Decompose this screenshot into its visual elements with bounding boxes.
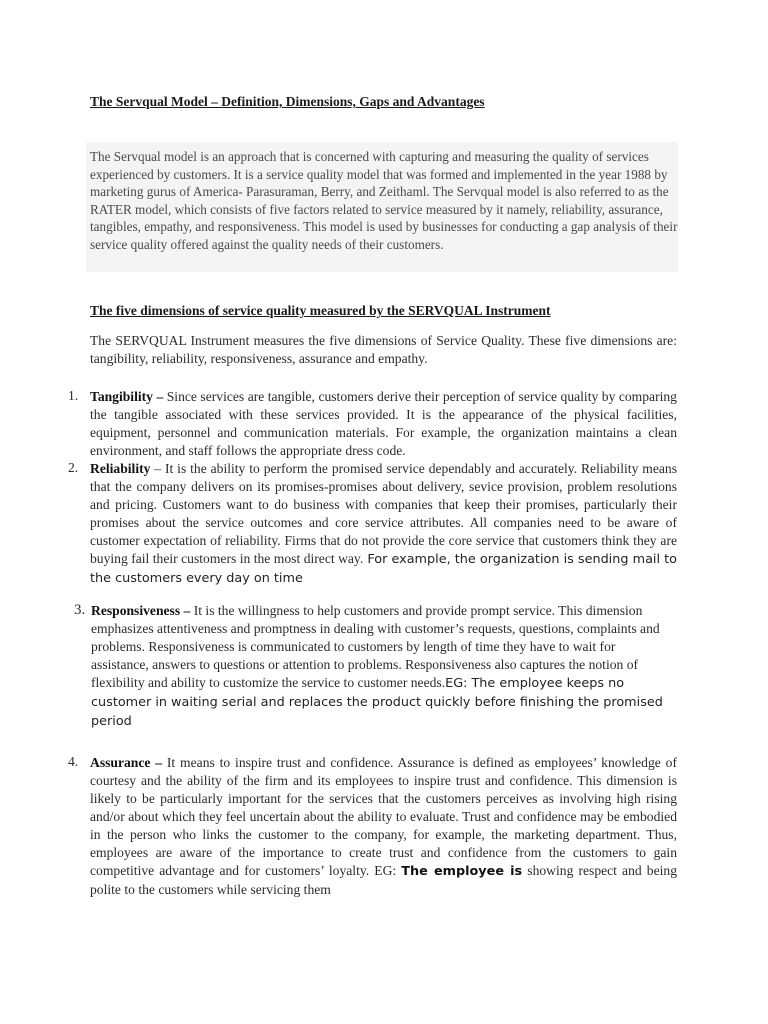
section-intro-paragraph: The SERVQUAL Instrument measures the five dimensions of Service Quality. These five dimensions are: tangibility, reliability, responsiveness, assurance and empathy. (90, 333, 677, 366)
item-number: 3. (74, 602, 86, 618)
section-heading: The five dimensions of service quality measured by the SERVQUAL Instrument (90, 303, 551, 318)
item-example: For example, the organization is sending mail to the customers every day on time (90, 552, 677, 586)
item-number: 1. (68, 388, 79, 403)
item-term: Assurance – (90, 755, 163, 770)
intro-paragraph: The Servqual model is an approach that is concerned with capturing and measuring the quality of services experienced by customers. It is a service quality model that was formed and implemented in the year 1988 by marketing gurus of America- Parasuraman, Berry, and Zeithaml. The Servqual model is also referred to as the RATER model, which consists of five factors related to service measured by it namely, reliability, assurance, tangibles, empathy, and responsiveness. This model is used by businesses for conducting a gap analysis of their service quality offered against the quality needs of their customers. (90, 149, 678, 252)
item-text: It means to inspire trust and confidence. Assurance is defined as employees’ knowledge of courtesy and the ability of the firm and its employees to inspire trust and confidence. This dimension is likely to be particularly important for the services that the customers perceives as involving high rising and/or about which they feel uncertain about the ability to evaluate. Trust and confidence may be embodied in the person who links the customer to the company, for example, the marketing department. Thus, employees are aware of the importance to create trust and confidence from the customers to gain competitive advantage and for customers’ loyalty. EG: (90, 755, 677, 878)
list-item-tangibility (90, 388, 677, 460)
item-text: Since services are tangible, customers derive their perception of service quality by comparing the tangible associated with these services provided. It is the appearance of the physical facilities, equipment, personnel and communication materials. For example, the organization maintains a clean environment, and staff follows the appropriate dress code. (90, 389, 677, 458)
document-title: The Servqual Model – Definition, Dimensions, Gaps and Advantages (90, 94, 485, 109)
list-item-reliability (90, 460, 677, 588)
list-item-responsiveness (91, 602, 669, 731)
item-term: Reliability (90, 461, 151, 476)
item-term: Responsiveness – (91, 603, 191, 618)
item-example-bold: The employee is (401, 864, 523, 879)
item-number: 2. (68, 460, 79, 475)
item-number: 4. (68, 754, 79, 769)
item-term: Tangibility – (90, 389, 164, 404)
item-text: – It is the ability to perform the promised service dependably and accurately. Reliability means that the company delivers on its promises-promises about delivery, sevice provision, problem resolutions and pricing. Customers want to do business with companies that keep their promises, particularly their promises about the service outcomes and core service attributes. All companies need to be aware of customer expectation of reliability. Firms that do not provide the core service that customers think they are buying fail their customers in the most direct way. (90, 461, 677, 566)
item-example: EG: The employee keeps no customer in waiting serial and replaces the product quickly before finishing the promised period (91, 676, 663, 729)
item-text: It is the willingness to help customers and provide prompt service. This dimension emphasizes attentiveness and promptness in dealing with customer’s requests, questions, complaints and problems. Responsiveness is communicated to customers by length of time they have to wait for assistance, answers to questions or attention to problems. Responsiveness also captures the notion of flexibility and ability to customize the service to customer needs. (91, 603, 660, 690)
item-example-tail: showing respect and being polite to the customers while servicing them (90, 863, 677, 897)
list-item-assurance (90, 754, 677, 899)
